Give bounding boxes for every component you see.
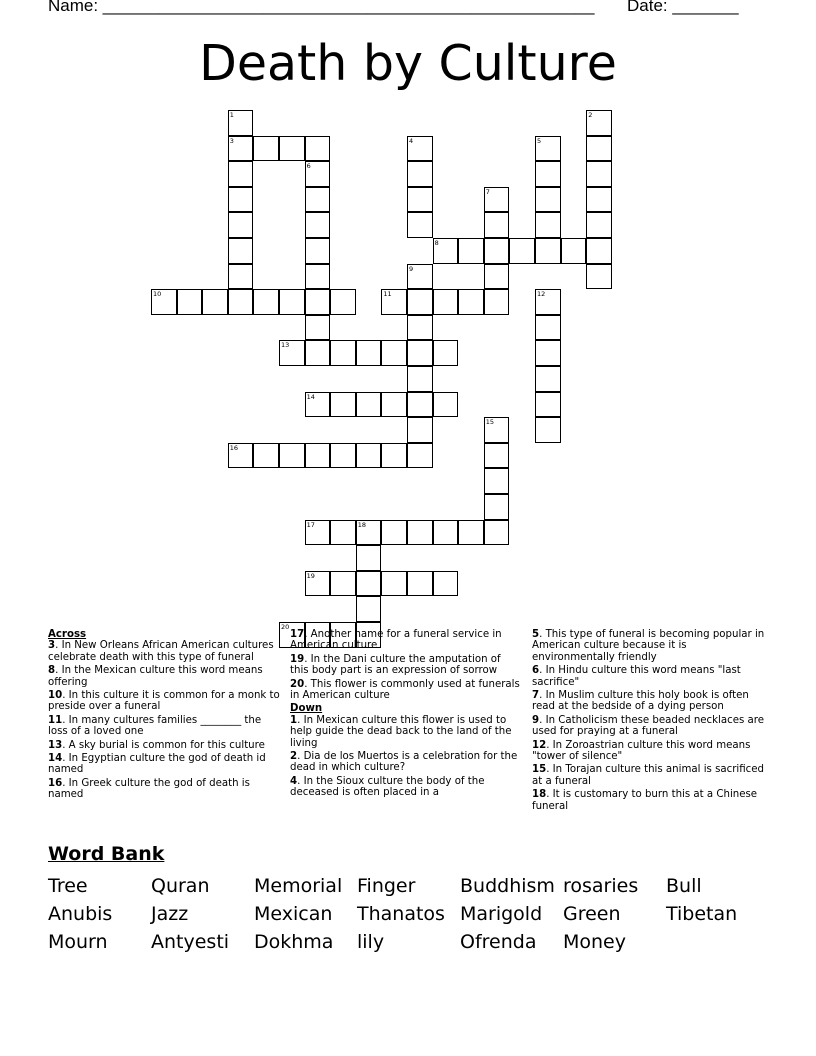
clue-number: 1	[229, 111, 234, 119]
clue-text: In the Dani culture the amputation of this body part is an expression of sorrow	[290, 653, 501, 677]
grid-cell[interactable]	[535, 136, 561, 162]
grid-cell[interactable]	[330, 443, 356, 469]
grid-cell[interactable]	[433, 340, 459, 366]
clue-text: This flower is commonly used at funerals in American culture	[290, 678, 520, 702]
grid-cell[interactable]	[381, 392, 407, 418]
grid-cell[interactable]	[253, 289, 279, 315]
grid-cell[interactable]	[177, 289, 203, 315]
grid-cell[interactable]	[586, 264, 612, 290]
grid-cell[interactable]	[279, 443, 305, 469]
grid-cell[interactable]	[586, 110, 612, 136]
clue-text: In Muslim culture this holy book is often read at the bedside of a dying person	[532, 690, 749, 713]
grid-cell[interactable]	[535, 289, 561, 315]
clue-label-number: 13	[48, 739, 63, 751]
clue-number: 19	[306, 571, 315, 580]
grid-cell[interactable]	[228, 264, 254, 290]
word-bank-word: Memorial	[254, 875, 343, 897]
clue-number: 15	[485, 418, 495, 427]
grid-cell[interactable]	[458, 520, 484, 546]
grid-cell[interactable]	[305, 238, 331, 264]
clue-text: In Zoroastrian culture this word means "tower of silence"	[532, 739, 751, 763]
grid-cell[interactable]	[279, 289, 305, 315]
across-clue: 14. In Egyptian culture the god of death id named	[48, 753, 266, 776]
across-clue: 16. In Greek culture the god of death is named	[48, 777, 250, 801]
word-bank-word: Buddhism	[460, 875, 555, 897]
grid-cell[interactable]	[433, 289, 459, 315]
clue-label-number: 1	[290, 714, 298, 726]
clue-label-number: 16	[48, 777, 63, 789]
down-clue: 7. In Muslim culture this holy book is often read at the bedside of a dying person	[532, 690, 749, 713]
clue-text: In the Mexican culture this word means offering	[48, 665, 263, 688]
clue-text: A sky burial is common for this culture	[68, 739, 265, 751]
clue-number: 10	[153, 290, 162, 299]
grid-cell[interactable]	[228, 443, 254, 469]
across-clue: 8. In the Mexican culture this word means offering	[48, 665, 263, 688]
grid-cell[interactable]	[253, 443, 279, 469]
across-clue: 13. A sky burial is common for this culture	[48, 739, 265, 751]
clue-column-2	[290, 629, 522, 801]
clue-number: 3	[229, 136, 234, 145]
word-bank-title: Word Bank	[48, 843, 165, 865]
clue-text: Another name for a funeral service in American culture	[290, 629, 502, 652]
grid-cell[interactable]	[535, 238, 561, 264]
grid-cell[interactable]	[356, 392, 382, 418]
clue-label-number: 17	[290, 629, 305, 640]
down-clue: 6. In Hindu culture this word means "last sacrifice"	[532, 665, 741, 688]
grid-cell[interactable]	[407, 289, 433, 315]
grid-cell[interactable]	[535, 340, 561, 366]
clue-number: 2	[588, 111, 593, 119]
date-line[interactable]: Date: _______	[627, 0, 739, 15]
grid-cell[interactable]	[484, 443, 510, 469]
grid-cell[interactable]	[484, 187, 510, 213]
across-clue: 17. Another name for a funeral service in American culture	[290, 629, 502, 652]
word-bank-word: Mexican	[254, 903, 333, 925]
down-clue: 15. In Torajan culture this animal is sacrificed at a funeral	[532, 764, 764, 787]
grid-cell[interactable]	[586, 161, 612, 187]
clue-text: In Greek culture the god of death is named	[48, 777, 250, 801]
clue-number: 17	[306, 520, 315, 529]
grid-cell[interactable]	[407, 161, 433, 187]
grid-cell[interactable]	[535, 315, 561, 341]
grid-cell[interactable]	[305, 340, 331, 366]
grid-cell[interactable]	[279, 340, 305, 366]
down-clue: 18. It is customary to burn this at a Chinese funeral	[532, 789, 758, 812]
grid-cell[interactable]	[407, 366, 433, 392]
grid-cell[interactable]	[228, 212, 254, 238]
grid-cell[interactable]	[330, 392, 356, 418]
word-bank-word: Money	[563, 931, 626, 953]
clue-text: In the Sioux culture the body of the deceased is often placed in a	[290, 775, 485, 799]
clue-text: In Mexican culture this flower is used to help guide the dead back to the land of the living	[290, 714, 512, 749]
clue-number: 20	[281, 623, 290, 631]
down-heading: Down	[290, 703, 323, 715]
word-bank-word: Antyesti	[151, 931, 230, 953]
clue-label-number: 18	[532, 789, 547, 801]
grid-cell[interactable]	[407, 264, 433, 290]
grid-cell[interactable]	[407, 443, 433, 469]
grid-cell[interactable]	[228, 110, 254, 136]
grid-cell[interactable]	[561, 238, 587, 264]
grid-cell[interactable]	[484, 238, 510, 264]
grid-cell[interactable]	[305, 571, 331, 597]
grid-cell[interactable]	[151, 289, 177, 315]
grid-cell[interactable]	[433, 238, 459, 264]
clue-label-number: 15	[532, 764, 547, 776]
down-clue: 4. In the Sioux culture the body of the deceased is often placed in a	[290, 775, 485, 799]
clue-text: In this culture it is common for a monk to preside over a funeral	[48, 690, 280, 713]
clue-number: 12	[537, 290, 546, 299]
grid-cell[interactable]	[356, 571, 382, 597]
clue-text: In Catholicism these beaded necklaces are used for praying at a funeral	[532, 714, 765, 738]
across-clue: 3. In New Orleans African American cultures celebrate death with this type of funeral	[48, 640, 274, 663]
grid-cell[interactable]	[330, 289, 356, 315]
grid-cell[interactable]	[586, 136, 612, 162]
clue-number: 14	[306, 392, 315, 401]
grid-cell[interactable]	[228, 238, 254, 264]
name-line[interactable]: Name: ____________________________________________________	[48, 0, 595, 15]
clue-number: 13	[281, 341, 290, 350]
grid-cell[interactable]	[458, 238, 484, 264]
grid-cell[interactable]	[509, 238, 535, 264]
clue-label-number: 14	[48, 753, 63, 765]
clue-number: 4	[409, 136, 414, 145]
word-bank-word: Bull	[666, 875, 702, 897]
grid-cell[interactable]	[202, 289, 228, 315]
grid-cell[interactable]	[484, 212, 510, 238]
grid-cell[interactable]	[305, 136, 331, 162]
grid-cell[interactable]	[253, 136, 279, 162]
word-bank-word: Mourn	[48, 931, 108, 953]
clue-number: 8	[434, 239, 439, 247]
down-clue: 5. This type of funeral is becoming popular in American culture because it is environmentally friendly	[532, 629, 765, 663]
grid-cell[interactable]	[305, 443, 331, 469]
grid-cell[interactable]	[305, 289, 331, 315]
grid-cell[interactable]	[484, 468, 510, 494]
clue-text: In Hindu culture this word means "last sacrifice"	[532, 665, 741, 688]
grid-cell[interactable]	[535, 417, 561, 443]
grid-cell[interactable]	[484, 494, 510, 520]
grid-cell[interactable]	[305, 315, 331, 341]
grid-cell[interactable]	[535, 161, 561, 187]
clue-text: In Torajan culture this animal is sacrificed at a funeral	[532, 764, 764, 787]
grid-cell[interactable]	[330, 571, 356, 597]
grid-cell[interactable]	[407, 315, 433, 341]
word-bank-word: Dokhma	[254, 931, 334, 953]
grid-cell[interactable]	[407, 417, 433, 443]
word-bank-word: Quran	[151, 875, 210, 897]
across-clue-list-part-1	[48, 640, 280, 800]
grid-cell[interactable]	[305, 161, 331, 187]
grid-cell[interactable]	[407, 392, 433, 418]
grid-cell[interactable]	[381, 520, 407, 546]
clue-number: 11	[383, 290, 392, 299]
clue-label-number: 6	[532, 665, 540, 677]
grid-cell[interactable]	[279, 136, 305, 162]
across-clue: 11. In many cultures families ________ the loss of a loved one	[48, 714, 262, 738]
clue-label-number: 5	[532, 629, 540, 640]
grid-cell[interactable]	[433, 520, 459, 546]
clue-text: In many cultures families ________ the loss of a loved one	[48, 714, 262, 738]
grid-cell[interactable]	[535, 187, 561, 213]
grid-cell[interactable]	[535, 212, 561, 238]
word-bank-word: Thanatos	[357, 903, 445, 925]
across-clue: 19. In the Dani culture the amputation of this body part is an expression of sorrow	[290, 653, 501, 677]
grid-cell[interactable]	[484, 289, 510, 315]
clue-label-number: 20	[290, 678, 305, 690]
grid-cell[interactable]	[356, 443, 382, 469]
clue-number: 7	[485, 187, 490, 196]
clue-text: In Egyptian culture the god of death id named	[48, 753, 266, 776]
clue-label-number: 2	[290, 751, 298, 763]
grid-cell[interactable]	[356, 520, 382, 546]
clue-text: Dia de los Muertos is a celebration for the dead in which culture?	[290, 751, 518, 774]
grid-cell[interactable]	[484, 417, 510, 443]
clue-label-number: 3	[48, 640, 56, 652]
grid-cell[interactable]	[356, 596, 382, 622]
clue-column-3	[532, 629, 768, 814]
grid-cell[interactable]	[228, 161, 254, 187]
grid-cell[interactable]	[407, 340, 433, 366]
clue-number: 18	[357, 520, 367, 529]
across-clue: 20. This flower is commonly used at funerals in American culture	[290, 678, 520, 702]
clue-text: In New Orleans African American cultures celebrate death with this type of funeral	[48, 640, 274, 663]
grid-cell[interactable]	[535, 366, 561, 392]
clue-label-number: 12	[532, 739, 547, 751]
clue-label-number: 4	[290, 775, 298, 787]
word-bank-word: Green	[563, 903, 621, 925]
grid-cell[interactable]	[407, 520, 433, 546]
clue-label-number: 9	[532, 714, 540, 726]
clue-text: It is customary to burn this at a Chinese funeral	[532, 789, 758, 812]
word-bank-word: Tibetan	[666, 903, 738, 925]
grid-cell[interactable]	[330, 520, 356, 546]
down-clue-list-part-1	[290, 715, 522, 799]
clue-label-number: 11	[48, 714, 63, 726]
grid-cell[interactable]	[356, 545, 382, 571]
word-bank-word: Tree	[48, 875, 88, 897]
across-clue-list-part-2	[290, 629, 522, 701]
clue-label-number: 8	[48, 665, 56, 677]
grid-cell[interactable]	[305, 264, 331, 290]
grid-cell[interactable]	[305, 212, 331, 238]
grid-cell[interactable]	[535, 392, 561, 418]
down-clue: 2. Dia de los Muertos is a celebration for the dead in which culture?	[290, 751, 518, 774]
clue-label-number: 7	[532, 690, 540, 702]
across-clue: 10. In this culture it is common for a monk to preside over a funeral	[48, 690, 280, 713]
down-clue-list-part-2	[532, 629, 768, 812]
word-bank-word: Anubis	[48, 903, 113, 925]
down-clue: 1. In Mexican culture this flower is used to help guide the dead back to the land of the living	[290, 714, 512, 749]
clue-label-number: 10	[48, 690, 63, 702]
grid-cell[interactable]	[586, 187, 612, 213]
clue-number: 16	[229, 443, 239, 452]
grid-cell[interactable]	[381, 571, 407, 597]
grid-cell[interactable]	[305, 520, 331, 546]
word-bank-word: Jazz	[151, 903, 189, 925]
word-bank-word: Ofrenda	[460, 931, 537, 953]
clue-number: 6	[306, 162, 311, 171]
down-clue: 12. In Zoroastrian culture this word means "tower of silence"	[532, 739, 751, 763]
grid-cell[interactable]	[586, 238, 612, 264]
grid-cell[interactable]	[407, 136, 433, 162]
down-clue: 9. In Catholicism these beaded necklaces are used for praying at a funeral	[532, 714, 765, 738]
grid-cell[interactable]	[305, 187, 331, 213]
grid-cell[interactable]	[433, 571, 459, 597]
grid-cell[interactable]	[407, 212, 433, 238]
grid-cell[interactable]	[433, 392, 459, 418]
across-heading: Across	[48, 629, 87, 640]
grid-cell[interactable]	[356, 340, 382, 366]
grid-cell[interactable]	[407, 571, 433, 597]
word-bank-word: lily	[357, 931, 385, 953]
grid-cell[interactable]	[330, 340, 356, 366]
grid-cell[interactable]	[407, 187, 433, 213]
grid-cell[interactable]	[305, 392, 331, 418]
page-title: Death by Culture	[199, 35, 617, 92]
grid-cell[interactable]	[381, 340, 407, 366]
clue-label-number: 19	[290, 653, 305, 665]
grid-cell[interactable]	[484, 520, 510, 546]
grid-cell[interactable]	[228, 187, 254, 213]
clue-number: 5	[537, 136, 542, 145]
clue-text: This type of funeral is becoming popular in American culture because it is environmentally friendly	[532, 629, 765, 663]
clue-column-1	[48, 629, 280, 803]
grid-cell[interactable]	[458, 289, 484, 315]
grid-cell[interactable]	[586, 212, 612, 238]
word-bank-word: rosaries	[563, 875, 639, 897]
grid-cell[interactable]	[228, 289, 254, 315]
grid-cell[interactable]	[381, 443, 407, 469]
grid-cell[interactable]	[228, 136, 254, 162]
clue-number: 9	[409, 264, 414, 273]
grid-cell[interactable]	[381, 289, 407, 315]
word-bank-word: Marigold	[460, 903, 543, 925]
word-bank-word: Finger	[357, 875, 416, 897]
grid-cell[interactable]	[484, 264, 510, 290]
